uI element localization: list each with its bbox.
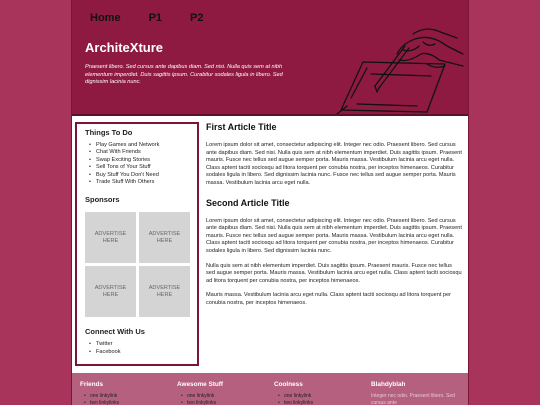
footer-column-friends: [80, 381, 177, 405]
ad-label: ADVERTISE: [94, 230, 127, 237]
ad-label: ADVERTISE: [94, 284, 127, 291]
sponsors-heading: Sponsors: [85, 195, 120, 205]
article-paragraph: Lorem ipsum dolor sit amet, consectetur adipiscing elit. Integer nec odio. Praesent libero. Sed cursus ante dapibus diam. Sed nisi. Nulla quis sem at nibh elementum imperdiet. Duis sagittis ipsum. Praesent mauris. Fusce nec tellus sed augue semper porta. Mauris massa. Vestibulum lacinia arcu eget nulla. Class aptent taciti sociosqu ad litora torquent per conubia nostra, per inceptos himenaeos. Curabitur sodales ligula in libero. Sed dignissim lacinia nunc.: [206, 217, 462, 254]
footer-link[interactable]: • two linkylinks: [84, 400, 177, 405]
footer-link[interactable]: • one linkylink: [278, 393, 371, 400]
nav-home-link[interactable]: Home: [90, 12, 121, 24]
footer-link[interactable]: • two linkylinks: [278, 400, 371, 405]
advertise-slot[interactable]: [85, 212, 136, 263]
sponsor-grid: [85, 212, 189, 317]
ad-label: HERE: [156, 237, 173, 244]
ad-label: ADVERTISE: [148, 230, 181, 237]
sidebar: [75, 122, 199, 366]
ad-label: HERE: [156, 291, 173, 298]
things-to-do-list: [89, 142, 189, 186]
things-to-do-heading: Things To Do: [85, 128, 133, 137]
list-item[interactable]: • Trade Stuff With Others: [89, 179, 189, 186]
footer-column-title: Friends: [80, 381, 104, 388]
article-paragraph: Nulla quis sem at nibh elementum imperdiet. Duis sagittis ipsum. Praesent mauris. Fusce nec tellus sed augue semper porta. Mauris massa. Vestibulum lacinia arcu eget nulla. Class aptent taciti sociosqu ad litora torquent per conubia nostra, per inceptos himenaeos.: [206, 262, 462, 284]
article-title: Second Article Title: [206, 197, 290, 208]
footer-text: Integer nec odio. Praesent libero. Sed cursus ante: [371, 393, 455, 405]
page-wrapper: [71, 0, 469, 405]
footer-link[interactable]: • one linkylink: [84, 393, 177, 400]
article: [206, 122, 462, 188]
facebook-link[interactable]: • Facebook: [89, 349, 189, 356]
ad-label: HERE: [102, 291, 119, 298]
list-item[interactable]: • Chat With Friends: [89, 149, 189, 156]
footer-column-coolness: [274, 381, 371, 405]
site-tagline: Praesent libero. Sed cursus ante dapibus diam. Sed nisi. Nulla quis sem at nibh elementum imperdiet. Duis sagittis ipsum. Curabitur sodales ligula in libero. Sed dignissim lacinia nunc.: [85, 64, 283, 86]
list-item[interactable]: • Play Games and Network: [89, 142, 189, 149]
advertise-slot[interactable]: [139, 266, 190, 317]
footer-column-title: Awesome Stuff: [177, 381, 224, 388]
list-item[interactable]: • Swap Exciting Stories: [89, 157, 189, 164]
advertise-slot[interactable]: [139, 212, 190, 263]
article: [206, 198, 462, 308]
footer-link[interactable]: • two linkylinks: [181, 400, 274, 405]
article-paragraph: Lorem ipsum dolor sit amet, consectetur adipiscing elit. Integer nec odio. Praesent libero. Sed cursus ante dapibus diam. Sed nisi. Nulla quis sem at nibh elementum imperdiet. Duis sagittis ipsum. Praesent mauris. Fusce nec tellus sed augue semper porta. Mauris massa. Vestibulum lacinia arcu eget nulla. Class aptent taciti sociosqu ad litora torquent per conubia nostra, per inceptos himenaeos. Curabitur sodales ligula in libero. Sed dignissim lacinia nunc. Fusce nec tellus sed augue semper porta. Mauris massa. Vestibulum lacinia arcu eget nulla.: [206, 142, 462, 186]
site-footer: [72, 373, 468, 405]
drafting-hand-icon: [327, 24, 467, 116]
connect-list: [89, 341, 189, 356]
ad-label: ADVERTISE: [148, 284, 181, 291]
nav-p1-link[interactable]: P1: [148, 12, 163, 24]
site-title: ArchiteXture: [85, 40, 164, 55]
advertise-slot[interactable]: [85, 266, 136, 317]
list-item[interactable]: • Buy Stuff You Don't Need: [89, 172, 189, 179]
list-item[interactable]: • Sell Tons of Your Stuff: [89, 164, 189, 171]
connect-heading: Connect With Us: [85, 327, 145, 337]
ad-label: HERE: [102, 237, 119, 244]
footer-column-awesome-stuff: [177, 381, 274, 405]
article-title: First Article Title: [206, 122, 277, 132]
footer-column-title: Coolness: [274, 381, 303, 388]
footer-link[interactable]: • one linkylink: [181, 393, 274, 400]
main-content: [206, 122, 462, 308]
site-header: [72, 0, 468, 116]
footer-column-blahdyblah: [371, 381, 468, 405]
article-paragraph: Mauris massa. Vestibulum lacinia arcu eget nulla. Class aptent taciti sociosqu ad litora torquent per conubia nostra, per inceptos himenaeos.: [206, 292, 452, 306]
nav-p2-link[interactable]: P2: [190, 12, 204, 24]
top-nav: [90, 12, 232, 24]
twitter-link[interactable]: • Twitter: [89, 341, 189, 348]
footer-column-title: Blahdyblah: [371, 381, 406, 388]
